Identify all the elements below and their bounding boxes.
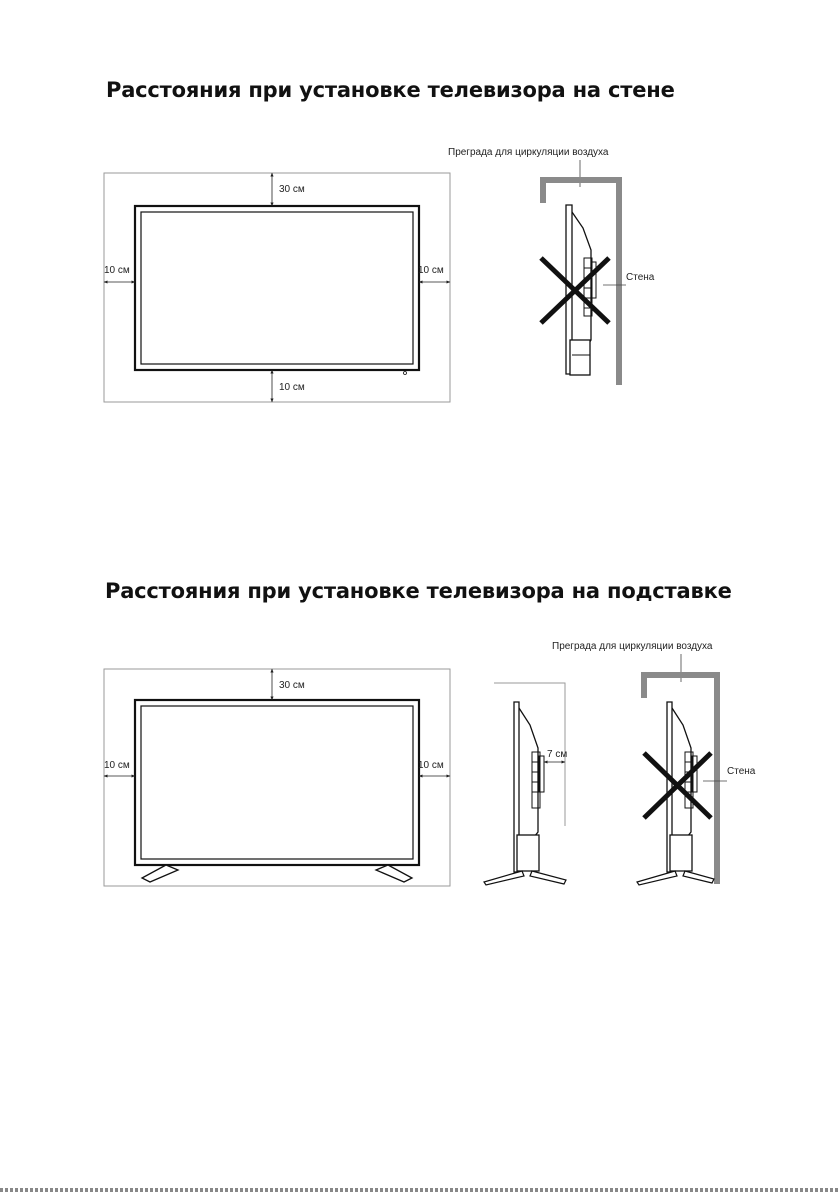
- power-led: [404, 372, 407, 375]
- tv-bottom-block: [670, 835, 692, 871]
- back-gap-label: 7 см: [547, 749, 568, 760]
- tv-front-outline: [135, 700, 419, 865]
- right-stand-leg: [376, 865, 412, 882]
- left-gap-label: 10 см: [104, 760, 130, 771]
- left-stand-leg: [142, 865, 178, 882]
- stand-leg-front: [637, 871, 677, 885]
- wall-side-diagram: [448, 147, 655, 385]
- stand-side-ok-diagram: [484, 683, 567, 885]
- left-gap-label: 10 см: [104, 265, 130, 276]
- tv-back-shell: [519, 708, 538, 846]
- top-gap-label: 30 см: [279, 184, 305, 195]
- barrier-label: Преграда для циркуляции воздуха: [448, 147, 609, 158]
- tv-bottom-block: [517, 835, 539, 871]
- wall-label: Стена: [626, 272, 655, 283]
- section-title-wall: Расстояния при установке телевизора на стене: [106, 78, 675, 102]
- top-gap-label: 30 см: [279, 680, 305, 691]
- right-gap-label: 10 см: [418, 265, 444, 276]
- scan-edge-strip: [0, 1188, 840, 1192]
- tv-front-outline: [135, 206, 419, 370]
- cross-mark-icon: [541, 258, 609, 323]
- barrier-label: Преграда для циркуляции воздуха: [552, 641, 713, 652]
- wall-label: Стена: [727, 766, 756, 777]
- stand-leg-front: [484, 871, 524, 885]
- stand-leg-back: [530, 871, 566, 884]
- section-title-stand: Расстояния при установке телевизора на подставке: [105, 579, 732, 603]
- stand-side-bad-diagram: [552, 641, 756, 885]
- stand-leg-back: [683, 871, 714, 883]
- right-gap-label: 10 см: [418, 760, 444, 771]
- stand-front-diagram: [104, 669, 450, 886]
- wall-front-diagram: [104, 173, 450, 402]
- bottom-gap-label: 10 см: [279, 382, 305, 393]
- tv-bottom-block: [570, 340, 590, 375]
- cross-mark-icon: [644, 753, 711, 818]
